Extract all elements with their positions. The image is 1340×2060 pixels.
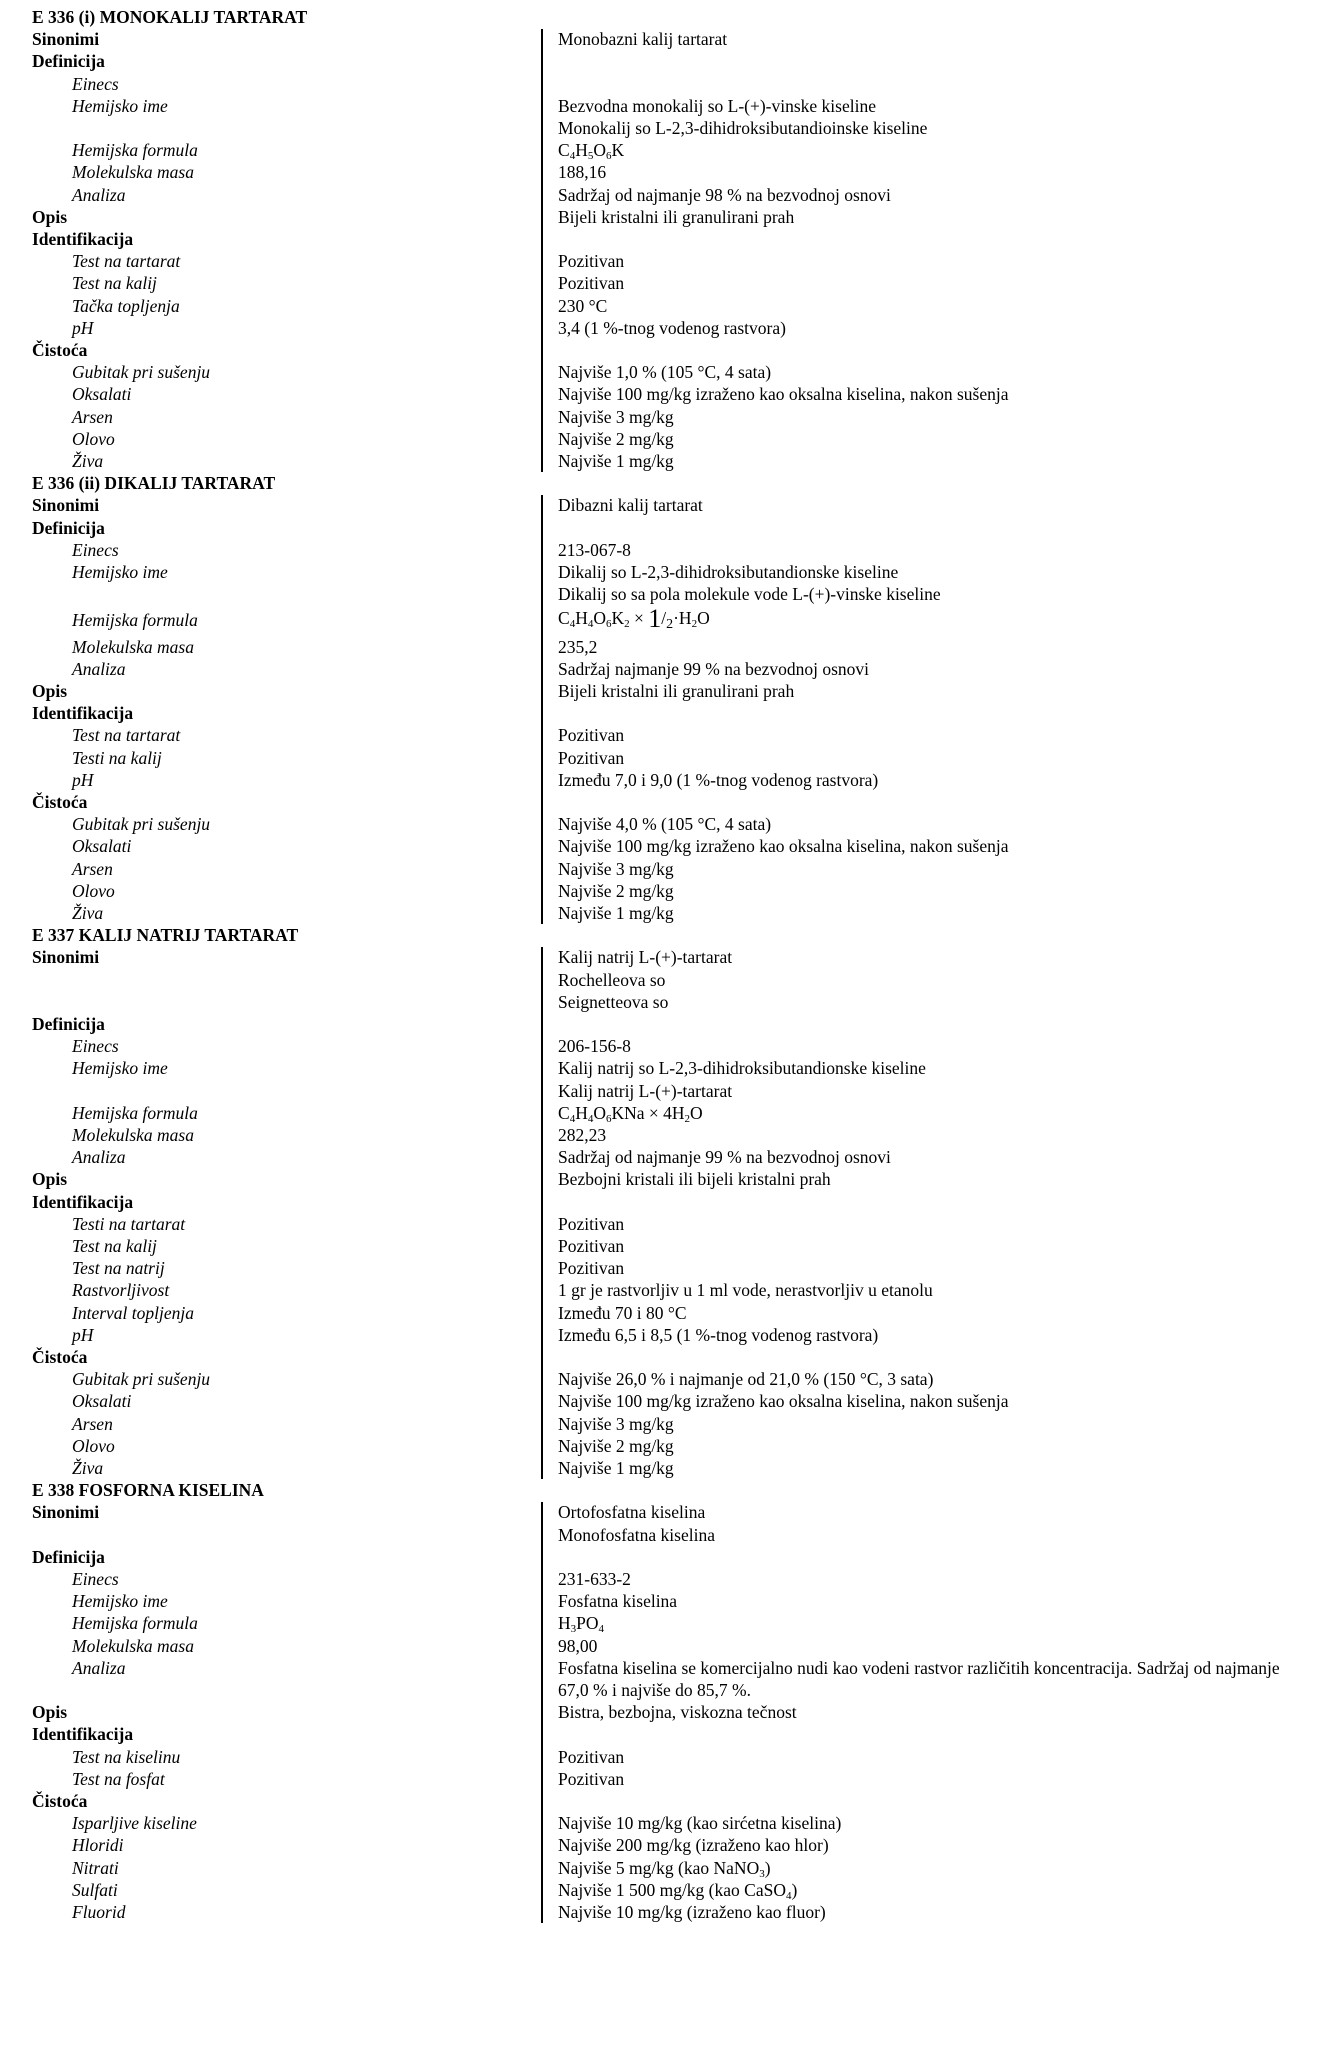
- subfield-label-ph: pH: [72, 317, 94, 338]
- subfield-label-olovo: Olovo: [72, 880, 115, 901]
- field-value: Bezvodna monokalij so L-(+)-vinske kiseline: [558, 95, 876, 116]
- field-value: Između 6,5 i 8,5 (1 %-tnog vodenog rastvora): [558, 1324, 879, 1345]
- field-value: Bijeli kristalni ili granulirani prah: [558, 681, 795, 701]
- subfield-label-ziva: Živa: [72, 1458, 104, 1478]
- field-label-opis: Opis: [32, 681, 68, 701]
- subfield-label-molekulska-masa: Molekulska masa: [72, 1635, 194, 1656]
- subfield-label-ph: pH: [72, 769, 94, 790]
- section-heading: E 336 (ii) DIKALIJ TARTARAT: [32, 473, 276, 494]
- field-value: 231-633-2: [558, 1569, 631, 1589]
- subfield-label-ph: pH: [72, 1324, 94, 1345]
- field-value: Između 7,0 i 9,0 (1 %-tnog vodenog rastvora): [558, 769, 879, 790]
- field-value: Najviše 100 mg/kg izraženo kao oksalna kiselina, nakon sušenja: [558, 384, 1009, 405]
- subfield-label-gubitak-pri-susenju: Gubitak pri sušenju: [72, 1369, 211, 1390]
- field-value: Pozitivan: [558, 725, 625, 746]
- field-value: Rochelleova so: [558, 969, 666, 990]
- subfield-label-analiza: Analiza: [72, 1657, 126, 1678]
- field-label-definicija: Definicija: [32, 1546, 105, 1567]
- field-value: Najviše 3 mg/kg: [558, 406, 674, 427]
- field-value: Najviše 3 mg/kg: [558, 858, 674, 879]
- subfield-label-testi-na-tartarat: Testi na tartarat: [72, 1213, 186, 1234]
- field-value: 230 °C: [558, 295, 608, 316]
- field-value: Najviše 1 mg/kg: [558, 903, 674, 923]
- field-value: Pozitivan: [558, 1236, 625, 1256]
- field-value: Dikalij so sa pola molekule vode L-(+)-vinske kiseline: [558, 584, 941, 605]
- field-value: 1 gr je rastvorljiv u 1 ml vode, nerastvorljiv u etanolu: [558, 1280, 933, 1301]
- field-value: Dibazni kalij tartarat: [558, 495, 703, 516]
- field-label-identifikacija: Identifikacija: [32, 229, 134, 249]
- field-label-sinonimi: Sinonimi: [32, 29, 100, 50]
- subfield-label-analiza: Analiza: [72, 1147, 126, 1168]
- field-value: Kalij natrij so L-2,3-dihidroksibutandionske kiseline: [558, 1058, 926, 1079]
- field-value: Sadržaj od najmanje 98 % na bezvodnoj osnovi: [558, 184, 891, 205]
- subfield-label-einecs: Einecs: [72, 1569, 119, 1589]
- field-value: Kalij natrij L-(+)-tartarat: [558, 947, 733, 968]
- subfield-label-einecs: Einecs: [72, 1036, 119, 1057]
- field-value: 235,2: [558, 636, 598, 657]
- field-value: 206-156-8: [558, 1036, 631, 1057]
- field-value: Fosfatna kiselina: [558, 1591, 678, 1612]
- field-value: Monokalij so L-2,3-dihidroksibutandioinske kiseline: [558, 118, 928, 138]
- subfield-label-gubitak-pri-susenju: Gubitak pri sušenju: [72, 814, 211, 835]
- field-value: 188,16: [558, 162, 607, 183]
- field-value: Najviše 100 mg/kg izraženo kao oksalna kiselina, nakon sušenja: [558, 1391, 1009, 1412]
- subfield-label-sulfati: Sulfati: [72, 1879, 118, 1900]
- field-value: $C_4H_4O_6KNa \times 4H_2O$: [558, 1102, 703, 1125]
- subfield-label-hemijsko-ime: Hemijsko ime: [72, 562, 168, 582]
- subfield-label-hemijsko-ime: Hemijsko ime: [72, 1058, 168, 1079]
- subfield-label-oksalati: Oksalati: [72, 836, 132, 857]
- field-value: Najviše 3 mg/kg: [558, 1413, 674, 1434]
- field-value: Bistra, bezbojna, viskozna tečnost: [558, 1702, 797, 1723]
- subfield-label-interval-topljenja: Interval topljenja: [72, 1302, 194, 1323]
- subfield-label-tacka-topljenja: Tačka topljenja: [72, 295, 180, 316]
- column-divider: [541, 495, 543, 924]
- field-value: Pozitivan: [558, 251, 625, 272]
- field-value: Monofosfatna kiselina: [558, 1524, 715, 1545]
- subfield-label-testi-na-kalij: Testi na kalij: [72, 747, 162, 768]
- field-value: 3,4 (1 %-tnog vodenog rastvora): [558, 317, 786, 338]
- subfield-label-isparljive-kiseline: Isparljive kiseline: [72, 1813, 197, 1834]
- subfield-label-test-na-kiselinu: Test na kiselinu: [72, 1746, 181, 1767]
- subfield-label-test-na-tartarat: Test na tartarat: [72, 251, 181, 272]
- field-label-definicija: Definicija: [32, 1014, 105, 1034]
- field-value: Najviše 1 500 mg/kg (kao CaSO$_4$): [558, 1879, 798, 1902]
- subfield-label-molekulska-masa: Molekulska masa: [72, 162, 194, 183]
- subfield-label-fluorid: Fluorid: [72, 1902, 126, 1922]
- field-value: Između 70 i 80 °C: [558, 1302, 687, 1323]
- field-value: Sadržaj od najmanje 99 % na bezvodnoj osnovi: [558, 1147, 891, 1168]
- field-value: Pozitivan: [558, 1746, 625, 1767]
- subfield-label-oksalati: Oksalati: [72, 384, 132, 405]
- subfield-label-ziva: Živa: [72, 903, 104, 923]
- field-value: $C_4H_5O_6K$: [558, 140, 625, 163]
- subfield-label-hloridi: Hloridi: [72, 1835, 124, 1856]
- field-value: Monobazni kalij tartarat: [558, 29, 728, 50]
- field-value: Dikalij so L-2,3-dihidroksibutandionske kiseline: [558, 562, 899, 582]
- field-value: Najviše 4,0 % (105 °C, 4 sata): [558, 814, 772, 835]
- subfield-label-hemijska-formula: Hemijska formula: [72, 610, 198, 631]
- field-value: Seignetteova so: [558, 991, 669, 1012]
- subfield-label-hemijska-formula: Hemijska formula: [72, 1102, 198, 1123]
- field-value: Najviše 100 mg/kg izraženo kao oksalna kiselina, nakon sušenja: [558, 836, 1009, 857]
- field-label-cistoca: Čistoća: [32, 1791, 88, 1811]
- subfield-label-molekulska-masa: Molekulska masa: [72, 1125, 194, 1145]
- field-value: Pozitivan: [558, 1213, 625, 1234]
- subfield-label-arsen: Arsen: [72, 406, 113, 427]
- field-value: Pozitivan: [558, 273, 625, 294]
- field-value: 282,23: [558, 1125, 607, 1145]
- subfield-label-olovo: Olovo: [72, 428, 115, 449]
- field-value: Bijeli kristalni ili granulirani prah: [558, 206, 795, 227]
- subfield-label-einecs: Einecs: [72, 73, 119, 94]
- field-label-cistoca: Čistoća: [32, 792, 88, 812]
- subfield-label-gubitak-pri-susenju: Gubitak pri sušenju: [72, 362, 211, 383]
- subfield-label-arsen: Arsen: [72, 1413, 113, 1434]
- field-value: Ortofosfatna kiselina: [558, 1502, 706, 1523]
- field-label-identifikacija: Identifikacija: [32, 1724, 134, 1745]
- field-value: $C_4H_4O_6K_2 \times 1/_2\cdot H_2O$: [558, 604, 710, 634]
- field-label-cistoca: Čistoća: [32, 1347, 88, 1367]
- section-heading: E 338 FOSFORNA KISELINA: [32, 1480, 264, 1501]
- subfield-label-hemijska-formula: Hemijska formula: [72, 140, 198, 161]
- field-label-opis: Opis: [32, 1702, 68, 1723]
- field-value: Kalij natrij L-(+)-tartarat: [558, 1080, 733, 1101]
- field-label-identifikacija: Identifikacija: [32, 703, 134, 724]
- field-label-sinonimi: Sinonimi: [32, 1502, 100, 1523]
- subfield-label-analiza: Analiza: [72, 184, 126, 205]
- subfield-label-test-na-tartarat: Test na tartarat: [72, 725, 181, 746]
- section-heading: E 337 KALIJ NATRIJ TARTARAT: [32, 925, 299, 946]
- field-label-identifikacija: Identifikacija: [32, 1191, 134, 1212]
- column-divider: [541, 1502, 543, 1923]
- field-value: Najviše 10 mg/kg (izraženo kao fluor): [558, 1902, 826, 1922]
- field-label-definicija: Definicija: [32, 517, 105, 538]
- subfield-label-test-na-fosfat: Test na fosfat: [72, 1768, 165, 1789]
- field-value: Sadržaj najmanje 99 % na bezvodnoj osnovi: [558, 658, 870, 679]
- field-value: Najviše 1,0 % (105 °C, 4 sata): [558, 362, 772, 383]
- field-value: Bezbojni kristali ili bijeli kristalni prah: [558, 1169, 831, 1190]
- subfield-label-test-na-kalij: Test na kalij: [72, 1236, 157, 1256]
- subfield-label-hemijsko-ime: Hemijsko ime: [72, 1591, 168, 1612]
- field-value: Najviše 26,0 % i najmanje od 21,0 % (150 °C, 3 sata): [558, 1369, 934, 1390]
- field-label-opis: Opis: [32, 1169, 68, 1190]
- subfield-label-arsen: Arsen: [72, 858, 113, 879]
- field-value: Najviše 2 mg/kg: [558, 1435, 674, 1456]
- field-value: Najviše 10 mg/kg (kao sirćetna kiselina): [558, 1813, 842, 1834]
- subfield-label-olovo: Olovo: [72, 1435, 115, 1456]
- subfield-label-test-na-natrij: Test na natrij: [72, 1258, 165, 1279]
- column-divider: [541, 947, 543, 1479]
- subfield-label-molekulska-masa: Molekulska masa: [72, 636, 194, 657]
- field-value: Najviše 2 mg/kg: [558, 880, 674, 901]
- field-value: 98,00: [558, 1635, 598, 1656]
- field-label-definicija: Definicija: [32, 51, 105, 72]
- field-label-sinonimi: Sinonimi: [32, 495, 100, 516]
- field-value: Pozitivan: [558, 1258, 625, 1279]
- field-label-cistoca: Čistoća: [32, 340, 88, 360]
- subfield-label-test-na-kalij: Test na kalij: [72, 273, 157, 294]
- field-value: 213-067-8: [558, 539, 631, 560]
- field-value: Fosfatna kiselina se komercijalno nudi kao vodeni rastvor različitih koncentracija. Sadržaj od najmanje 67,0 % i najviše do 85,7 %.: [558, 1657, 1280, 1700]
- subfield-label-analiza: Analiza: [72, 658, 126, 679]
- field-value: Najviše 1 mg/kg: [558, 1458, 674, 1478]
- subfield-label-ziva: Živa: [72, 451, 104, 471]
- subfield-label-einecs: Einecs: [72, 539, 119, 560]
- field-label-opis: Opis: [32, 206, 68, 227]
- subfield-label-hemijska-formula: Hemijska formula: [72, 1613, 198, 1634]
- field-value: Najviše 2 mg/kg: [558, 428, 674, 449]
- subfield-label-rastvorljivost: Rastvorljivost: [72, 1280, 170, 1301]
- field-value: Najviše 1 mg/kg: [558, 451, 674, 471]
- field-value: Pozitivan: [558, 1768, 625, 1789]
- field-label-sinonimi: Sinonimi: [32, 947, 100, 968]
- field-value: Najviše 5 mg/kg (kao NaNO$_3$): [558, 1857, 771, 1880]
- subfield-label-oksalati: Oksalati: [72, 1391, 132, 1412]
- column-divider: [541, 29, 543, 472]
- subfield-label-nitrati: Nitrati: [72, 1857, 119, 1878]
- subfield-label-hemijsko-ime: Hemijsko ime: [72, 95, 168, 116]
- field-value: Pozitivan: [558, 747, 625, 768]
- section-heading: E 336 (i) MONOKALIJ TARTARAT: [32, 7, 308, 27]
- field-value: Najviše 200 mg/kg (izraženo kao hlor): [558, 1835, 829, 1856]
- field-value: $H_3PO_4$: [558, 1613, 605, 1636]
